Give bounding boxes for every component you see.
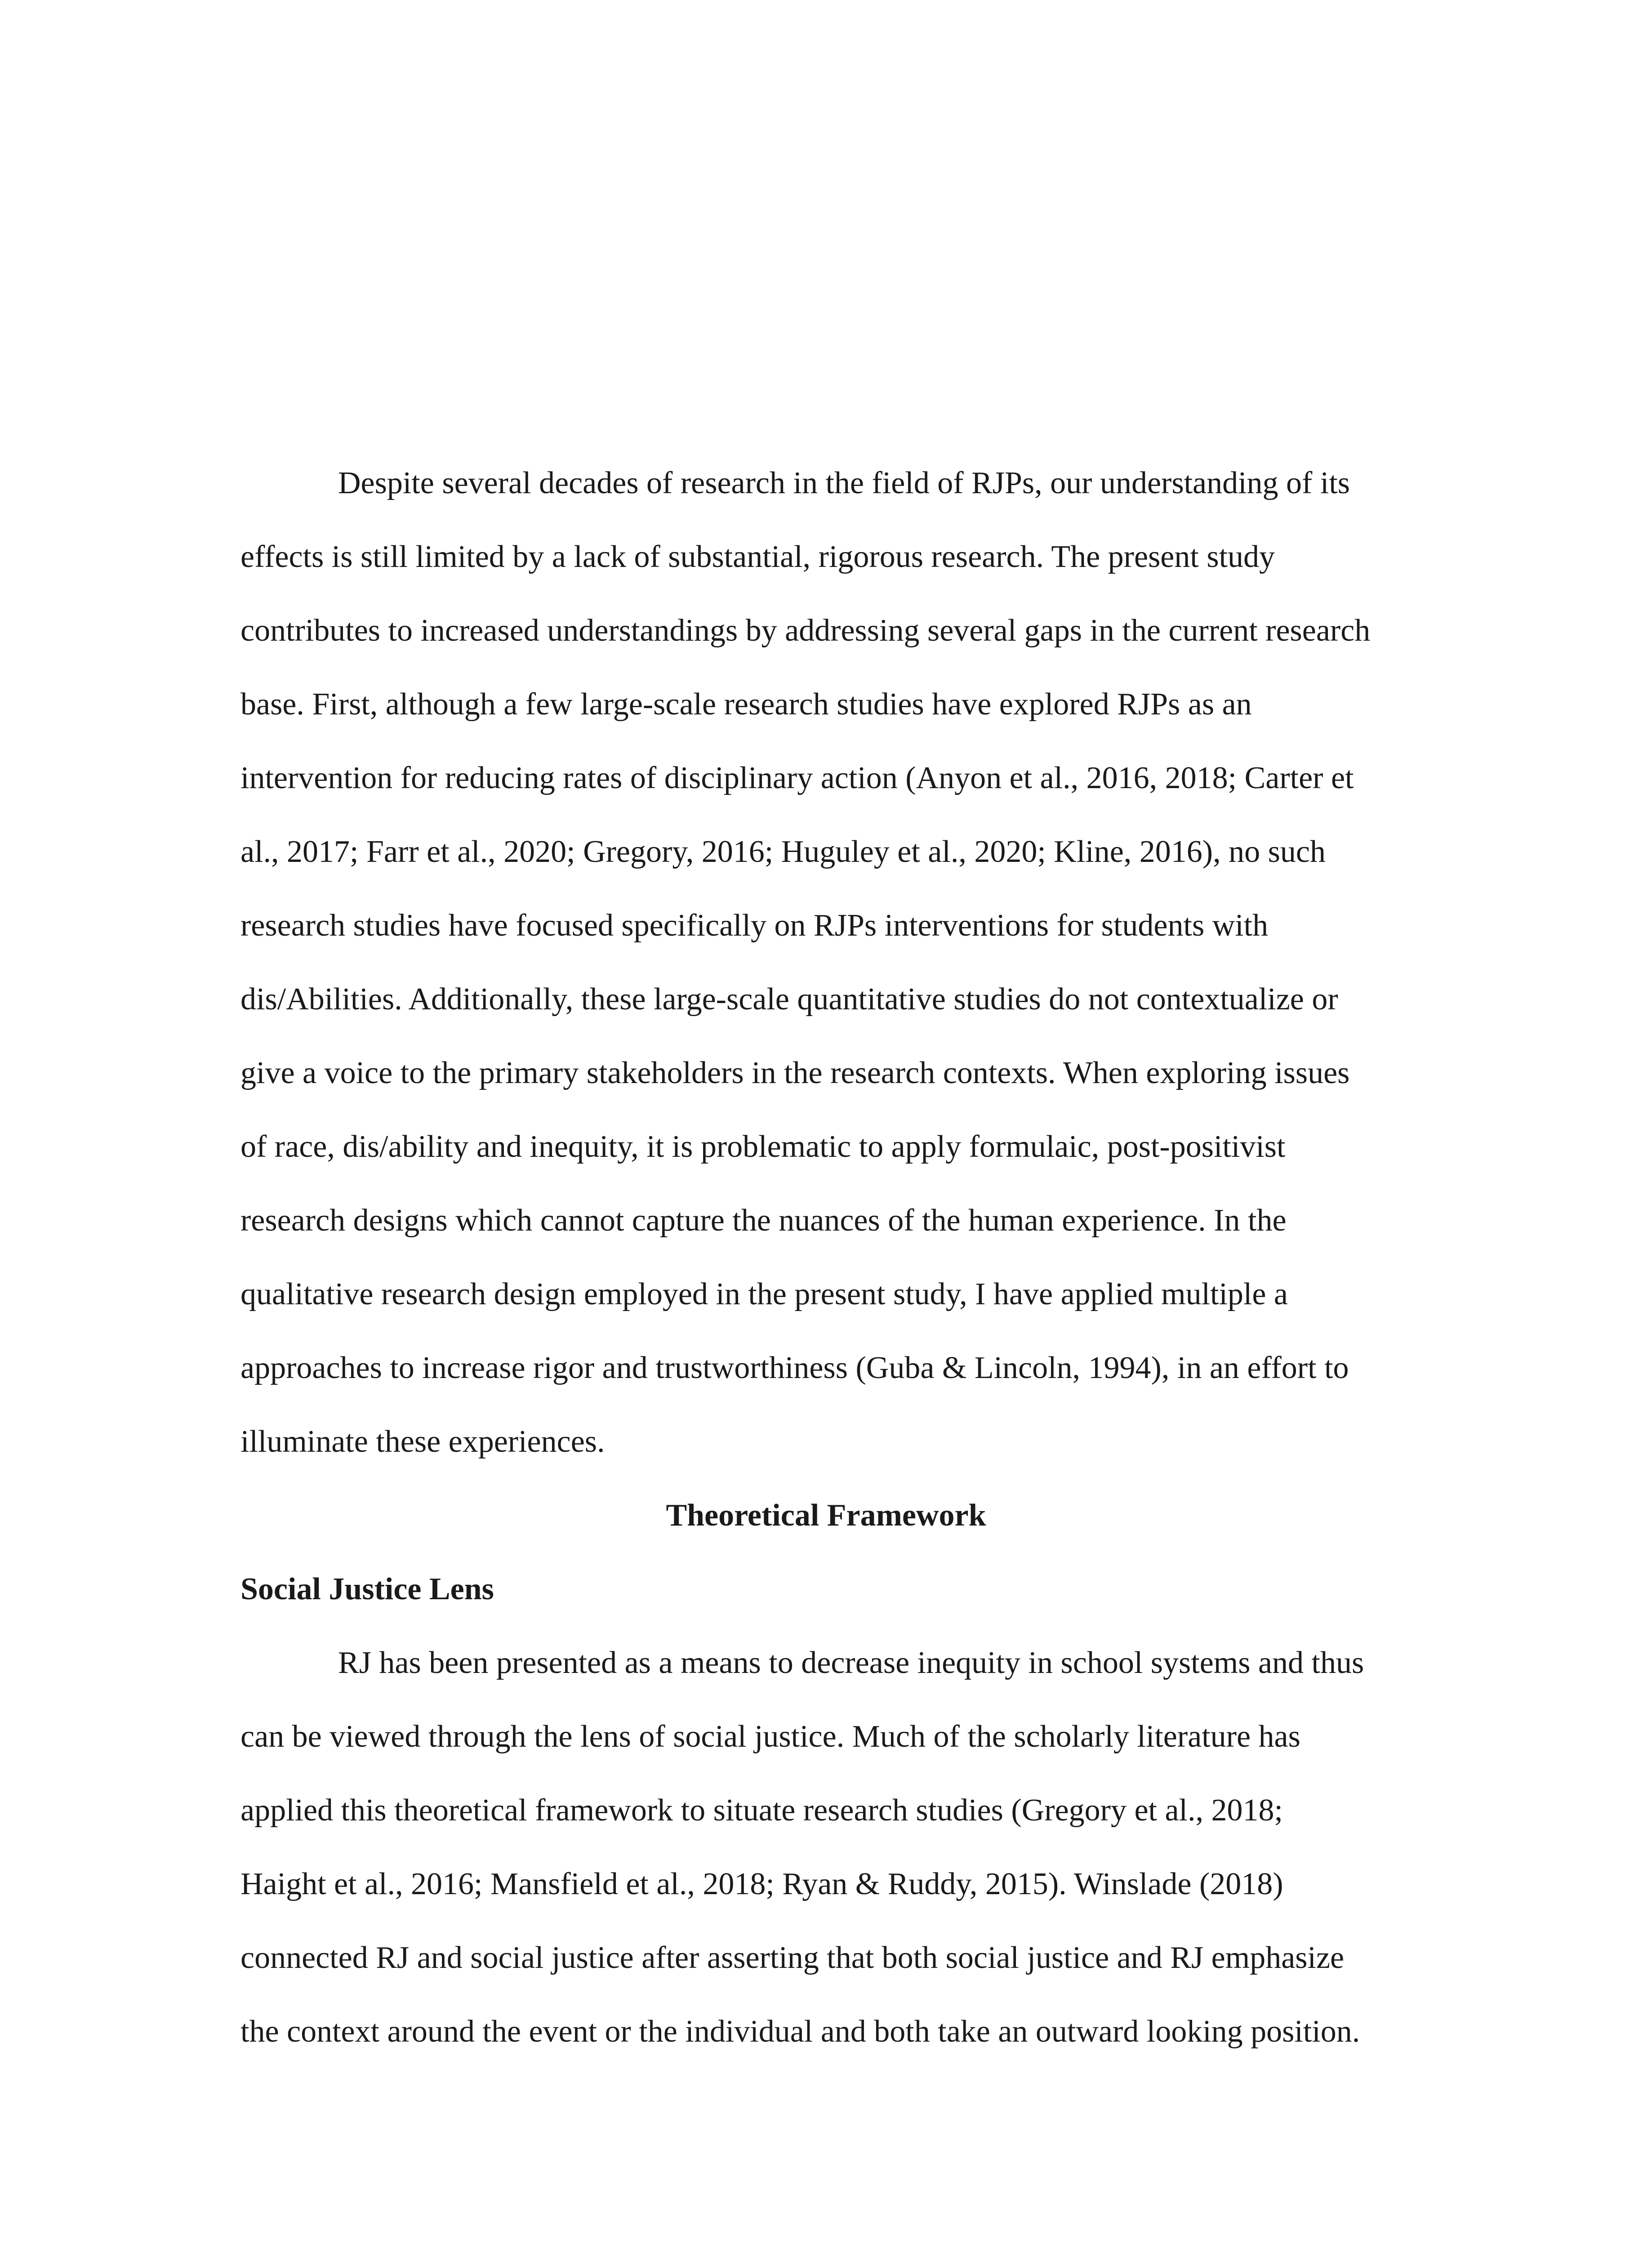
paragraph-line: effects is still limited by a lack of substantial, rigorous research. The present study [240, 540, 1275, 574]
paragraph-line: base. First, although a few large-scale research studies have explored RJPs as an [240, 687, 1252, 722]
section-heading: Theoretical Framework [666, 1498, 986, 1533]
paragraph-line: intervention for reducing rates of disciplinary action (Anyon et al., 2016, 2018; Carter et [240, 761, 1354, 795]
subsection-heading: Social Justice Lens [240, 1572, 494, 1606]
paragraph-line: approaches to increase rigor and trustworthiness (Guba & Lincoln, 1994), in an effort to [240, 1351, 1349, 1385]
paragraph-line: RJ has been presented as a means to decrease inequity in school systems and thus [338, 1646, 1364, 1680]
paragraph-line: illuminate these experiences. [240, 1424, 605, 1459]
paragraph-line: connected RJ and social justice after asserting that both social justice and RJ emphasize [240, 1940, 1345, 1975]
paragraph-line: of race, dis/ability and inequity, it is problematic to apply formulaic, post-positivist [240, 1129, 1286, 1164]
paragraph-line: can be viewed through the lens of social justice. Much of the scholarly literature has [240, 1719, 1300, 1754]
paragraph-line: contributes to increased understandings by addressing several gaps in the current research [240, 613, 1371, 648]
paragraph-line: Despite several decades of research in the field of RJPs, our understanding of its [338, 466, 1350, 500]
paragraph-line: al., 2017; Farr et al., 2020; Gregory, 2016; Huguley et al., 2020; Kline, 2016), no such [240, 834, 1326, 869]
paragraph-line: applied this theoretical framework to situate research studies (Gregory et al., 2018; [240, 1793, 1283, 1828]
paragraph-line: research studies have focused specifically on RJPs interventions for students with [240, 908, 1269, 943]
paragraph-line: research designs which cannot capture the nuances of the human experience. In the [240, 1203, 1287, 1238]
paragraph-line: give a voice to the primary stakeholders in the research contexts. When exploring issues [240, 1056, 1350, 1090]
paragraph-line: qualitative research design employed in the present study, I have applied multiple a [240, 1277, 1288, 1311]
paragraph-line: Haight et al., 2016; Mansfield et al., 2018; Ryan & Ruddy, 2015). Winslade (2018) [240, 1867, 1283, 1901]
paragraph-line: dis/Abilities. Additionally, these large-scale quantitative studies do not contextualize or [240, 982, 1338, 1017]
paragraph-line: the context around the event or the individual and both take an outward looking position. [240, 2014, 1360, 2049]
